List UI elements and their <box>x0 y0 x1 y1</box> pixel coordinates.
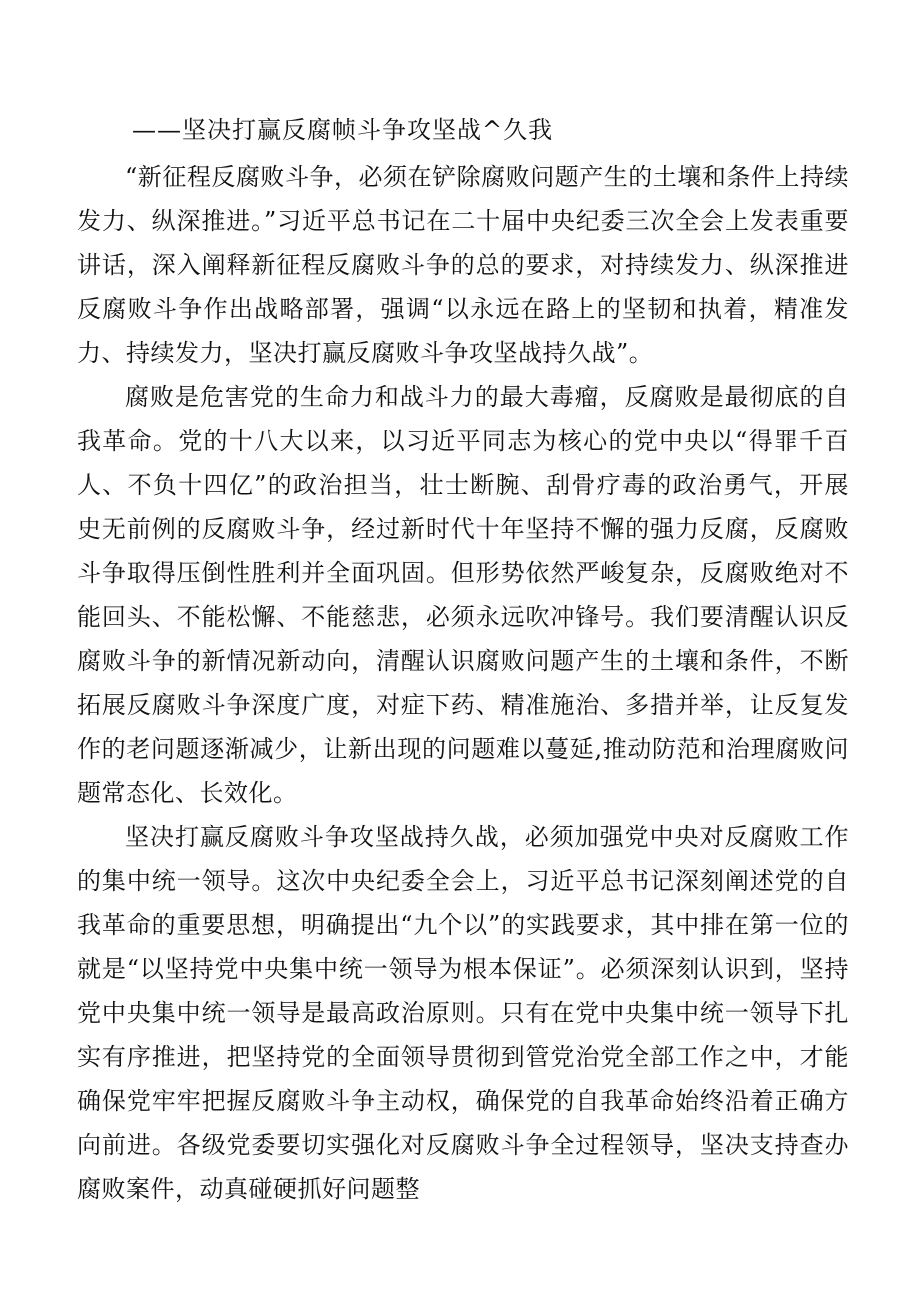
paragraph-1: “新征程反腐败斗争，必须在铲除腐败问题产生的土壤和条件上持续发力、纵深推进。”习近平总书记在二十届中央纪委三次全会上发表重要讲话，深入阐释新征程反腐败斗争的总的要求，对持续发力、纵深推进反腐败斗争作出战略部署，强调“以永远在路上的坚韧和执着，精准发力、持续发力，坚决打赢反腐败斗争攻坚战持久战”。 <box>77 163 849 367</box>
document-body <box>77 155 849 1211</box>
paragraph-3: 坚决打赢反腐败斗争攻坚战持久战，必须加强党中央对反腐败工作的集中统一领导。这次中央纪委全会上，习近平总书记深刻阐述党的自我革命的重要思想，明确提出“九个以”的实践要求，其中排在第一位的就是“以坚持党中央集中统一领导为根本保证”。必须深刻认识到，坚持党中央集中统一领导是最高政治原则。只有在党中央集中统一领导下扎实有序推进，把坚持党的全面领导贯彻到管党治党全部工作之中，才能确保党牢牢把握反腐败斗争主动权，确保党的自我革命始终沿着正确方向前进。各级党委要切实强化对反腐败斗争全过程领导，坚决支持查办腐败案件，动真碰硬抓好问题整 <box>77 823 849 1203</box>
document-subtitle: ——坚决打赢反腐帧斗争攻坚战^久我 <box>132 116 554 144</box>
paragraph-2: 腐败是危害党的生命力和战斗力的最大毒瘤，反腐败是最彻底的自我革命。党的十八大以来，以习近平同志为核心的党中央以“得罪千百人、不负十四亿”的政治担当，壮士断腕、刮骨疗毒的政治勇气，开展史无前例的反腐败斗争，经过新时代十年坚持不懈的强力反腐，反腐败斗争取得压倒性胜利并全面巩固。但形势依然严峻复杂，反腐败绝对不能回头、不能松懈、不能慈悲，必须永远吹冲锋号。我们要清醒认识反腐败斗争的新情况新动向，清醒认识腐败问题产生的土壤和条件，不断拓展反腐败斗争深度广度，对症下药、精准施治、多措并举，让反复发作的老问题逐渐减少，让新出现的问题难以蔓延,推动防范和治理腐败问题常态化、长效化。 <box>77 383 849 807</box>
